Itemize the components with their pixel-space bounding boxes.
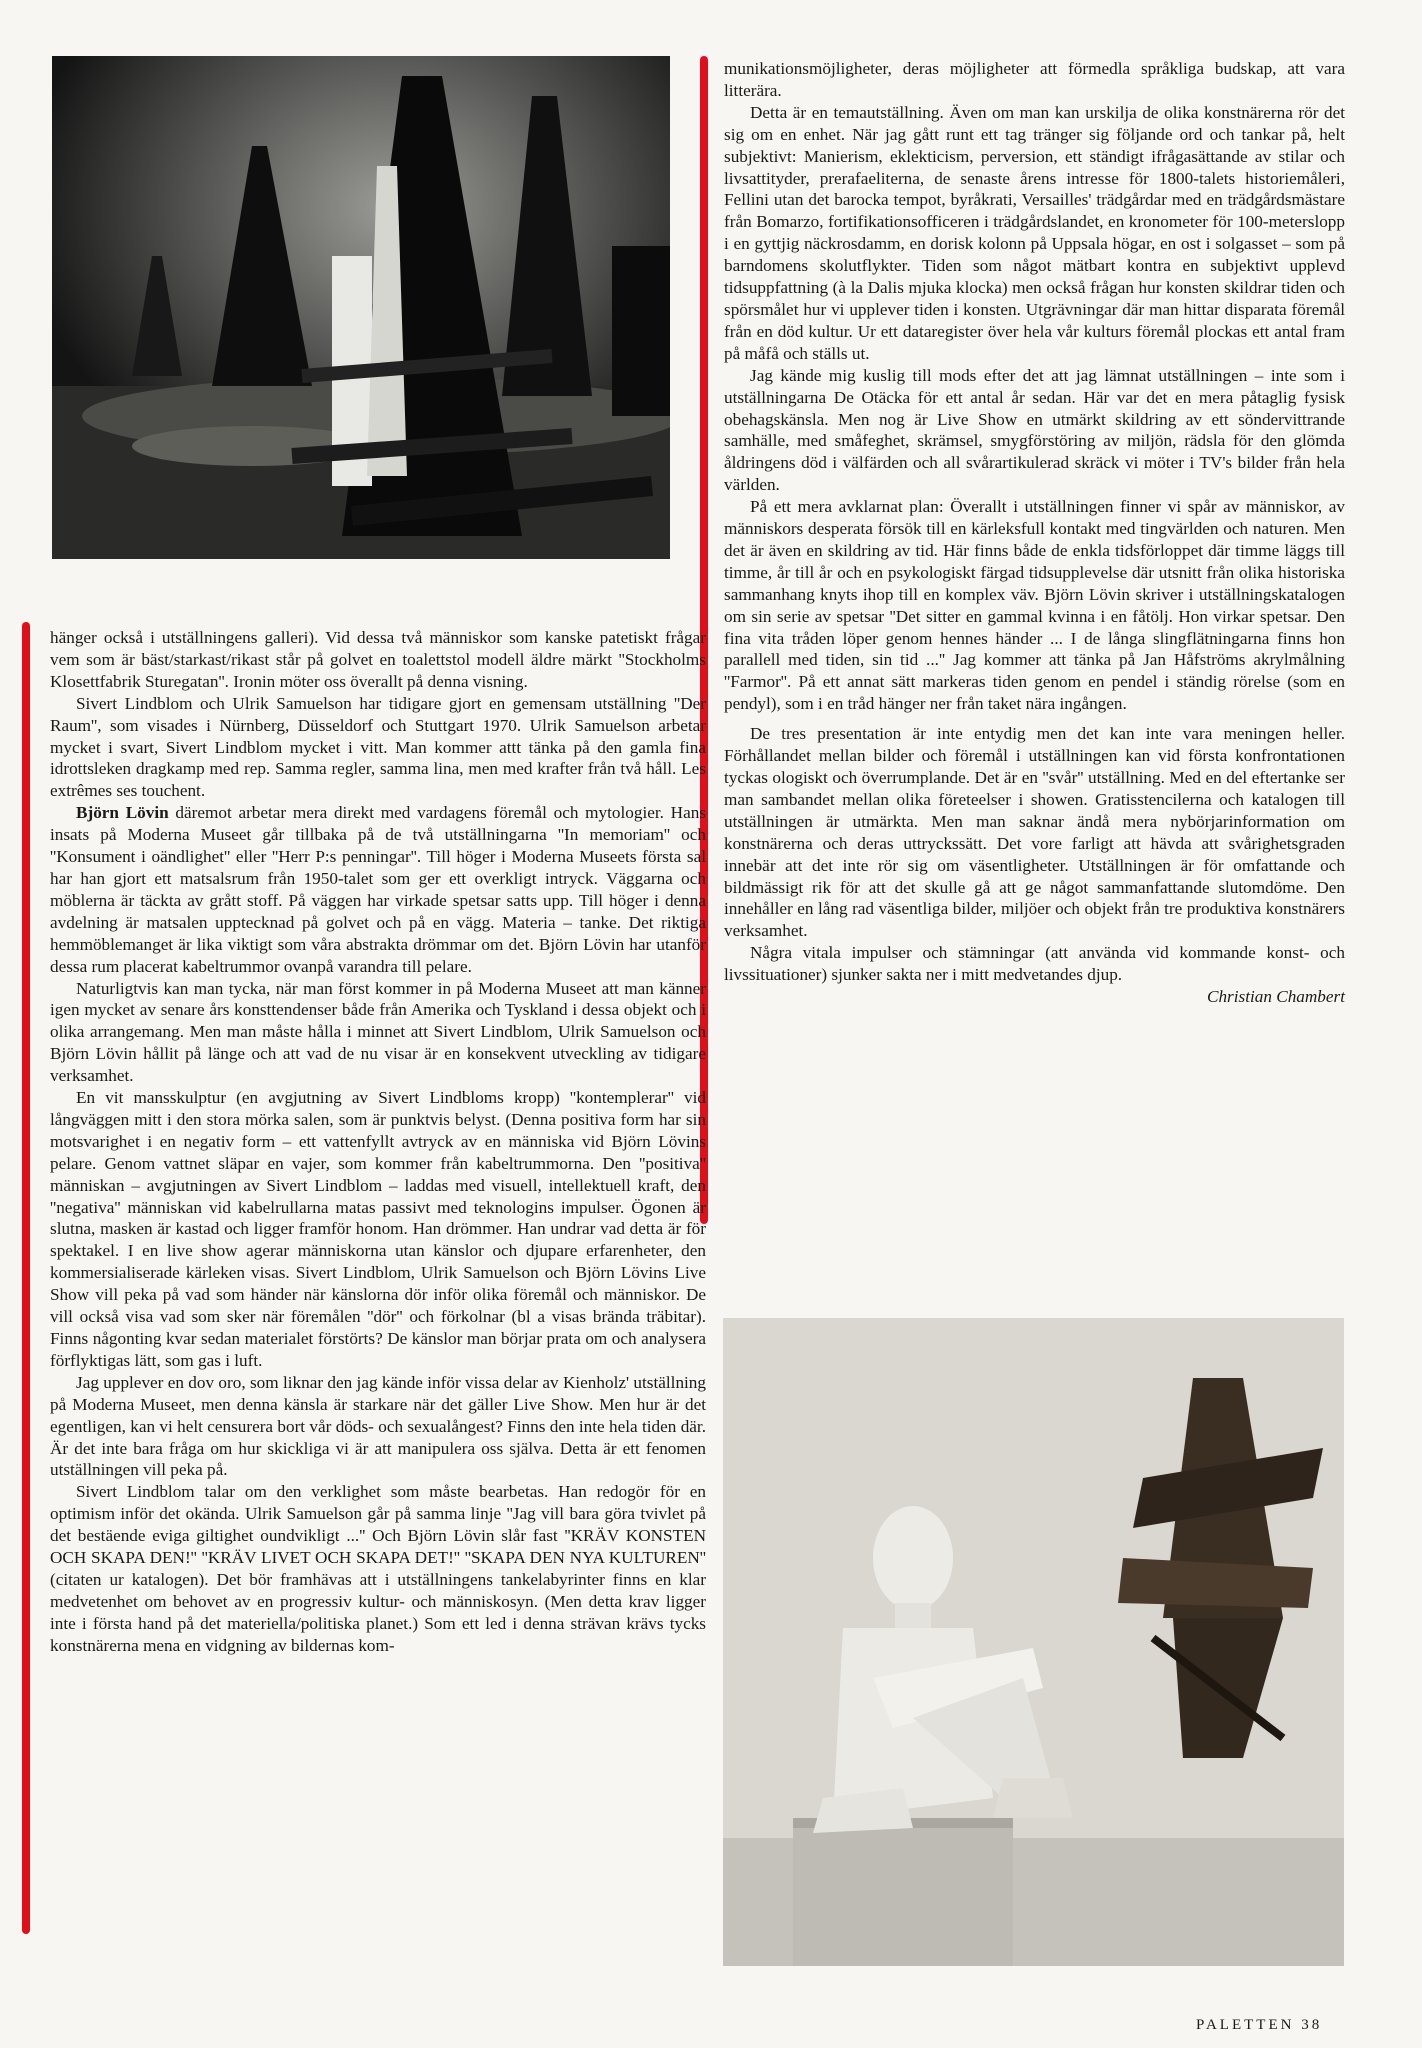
- right-text-column: [724, 58, 1345, 1008]
- paragraph: munikationsmöjligheter, deras möjligheter att förmedla språkliga budskap, att vara litterära.: [724, 59, 1345, 100]
- paragraph: [50, 802, 706, 977]
- author-signature: Christian Chambert: [1207, 987, 1345, 1007]
- paragraph: Detta är en temautställning. Även om man kan urskilja de olika konstnärerna rör det sig om en enhet. När jag gått runt ett tag tränger sig följande ord och tankar på, helt subjektivt: Manierism, eklekticism, perversion, ett ständigt ifrågasättande av stilar och livsattityder, prerafaeliterna, de senaste årens intresse för 1800-talets historiemåleri, Fellini utan det barocka tempot, byråkrati, Versailles' trädgårdar med en trädgårdsmästare från Bomarzo, fortifikationsofficeren i trädgårdslandet, en kronometer för 100-meterslopp i en gyttjig näckrosdamm, en dorisk kolonn på Uppsala högar, en ost i solgasset – som på barndomens skolutflykter. Tiden som något mätbart kontra en subjektivt upplevd tidsuppfattning (à la Dalis mjuka klocka) men också frågan hur konsten skildrar tiden och spörsmålet hur vi upplever tiden i konsten. Utgrävningar där man hittar disparata föremål från en död kultur. Ur ett dataregister över hela vår kulturs föremål plockas ett antal fram på måfå och ställs ut.: [724, 102, 1345, 363]
- left-text-column: [50, 627, 706, 1657]
- paragraph: Jag kände mig kuslig till mods efter det att jag lämnat utställningen – inte som i utställningarna De Otäcka för ett antal år sedan. Här var det en mera påtaglig fysisk obehagskänsla. Men nog är Live Show en utmärkt skildring av ett söndervittrande samhälle, med småfeghet, skrämsel, smygförstöring av miljön, rädsla för den glömda åldringens död i välfärden och all svårartikulerad skräck vi möter i TV's bilder från hela världen.: [724, 365, 1345, 495]
- page-footer: PALETTEN 38: [1196, 2017, 1323, 2033]
- left-accent-bar: [22, 622, 30, 1934]
- paragraph: Jag upplever en dov oro, som liknar den jag kände inför vissa delar av Kienholz' utställning på Moderna Museet, men denna känsla är starkare när det gäller Live Show. Men hur är det egentligen, kan vi helt censurera bort vår döds- och sexualångest? Finns den inte hela tiden där. Är det inte bara fråga om hur skickliga vi är att manipulera oss själva. Detta är ett fenomen utställningen vill peka på.: [50, 1372, 706, 1480]
- paragraph: De tres presentation är inte entydig men det kan inte vara meningen heller. Förhållandet mellan bilder och föremål i utställningen kan vid första konfrontationen tyckas ologiskt och överrumplande. Det är en ''svår'' utställning. Med en del eftertanke ser man sambandet mellan olika företeelser i showen. Gratisstencilerna och katalogen till utställningen är utmärkta. Men man saknar ändå mera nybörjarinformation om konstnärerna och deras uttryckssätt. Det vore farligt att hävda att svårighetsgraden innebär att det inte rör sig om väsentligheter. Utställningen är för omfattande och bildmässigt rik för att det skulle gå att ge något sammanfattande slutomdöme. Den innehåller en lång rad väsentliga bilder, miljöer och objekt från tre produktiva konstnärers verksamhet.: [724, 724, 1345, 941]
- paragraph: En vit mansskulptur (en avgjutning av Sivert Lindbloms kropp) ''kontemplerar'' vid långväggen mitt i den stora mörka salen, som är punktvis belyst. (Denna positiva form har sin motsvarighet i en negativ form – ett vattenfyllt avtryck av en människa vid Björn Lövins pelare. Genom vattnet släpar en vajer, som kommer från kabeltrummorna. Den ''positiva'' människan – avgjutningen av Sivert Lindblom – laddas med visuell, intellektuell kraft, den ''negativa'' människan vid kabelrullarna matas passivt med teknologins impulser. Ögonen är slutna, masken är kastad och ligger framför honom. Han drömmer. Han undrar vad detta är för spektakel. I en live show agerar människorna utan känslor och djupare erfarenheter, den kommersialiserade kärleken visas. Sivert Lindblom, Ulrik Samuelson och Björn Lövins Live Show vill peka på vad som händer när känslorna dör inför olika föremål och människor. De vill också visa vad som sker när föremålen ''dör'' och förkolnar (bl a visas brända träbitar). Finns någonting kvar sedan materialet förstörts? De känslor man börjar prata om och analysera förflyktigas lätt, som gas i luft.: [50, 1088, 706, 1370]
- artist-name: Björn Lövin: [76, 803, 169, 823]
- paragraph: Sivert Lindblom och Ulrik Samuelson har tidigare gjort en gemensam utställning ''Der Raum'', som visades i Nürnberg, Düsseldorf och Stuttgart 1970. Ulrik Samuelson arbetar mycket i svart, Sivert Lindblom mycket i vitt. Man kommer attt tänka på den gamla fina idrottsleken dragkamp med rep. Samma regler, samma lina, men med krafter från två håll. Les extrêmes ses touchent.: [50, 693, 706, 801]
- sculpture-photo: [723, 1318, 1344, 1966]
- paragraph: På ett mera avklarnat plan: Överallt i utställningen finner vi spår av människor, av människors desperata försök till en kärleksfull kontakt med tingvärlden och naturen. Men det är även en skildring av tid. Här finns både de enkla tidsförloppet där timme läggs till timme, år till år och en psykologiskt färgad tidsupplevelse där utsnitt från olika historiska sammanhang knyts ihop till en komplex väv. Björn Lövin skriver i utställningskatalogen om sin serie av spetsar ''Det sitter en gammal kvinna i en fåtölj. Hon virkar spetsar. Den fina vita tråden löper genom hennes händer ... I de långa slingflätningarna finns hon parallell med tiden, sin tid ...'' Jag kommer att tänka på Jan Håfströms akrylmålning ''Farmor''. På ett annat sätt markeras tiden genom en pendel i ständig rörelse (som en pendyl), som i en tråd hänger ner från taket nära ingången.: [724, 497, 1345, 714]
- paragraph: Naturligtvis kan man tycka, när man först kommer in på Moderna Museet att man känner igen mycket av senare års konsttendenser både från Amerika och Tyskland i dessa objekt och i olika arrangemang. Men man måste hålla i minnet att Sivert Lindblom, Ulrik Samuelson och Björn Lövin hållit på länge och att vad de nu visar är en konsekvent utveckling av tidigare verksamhet.: [50, 978, 706, 1086]
- paragraph: hänger också i utställningens galleri). Vid dessa två människor som kanske patetiskt frågar vem som är bäst/starkast/rikast står på golvet en toalettstol modell äldre märkt ''Stockholms Klosettfabrik Sturegatan''. Ironin möter oss överallt på denna visning.: [50, 628, 706, 691]
- exhibition-hall-photo: [52, 56, 670, 559]
- paragraph-text: däremot arbetar mera direkt med vardagens föremål och mytologier. Hans insats på Moderna Museet går tillbaka på de två utställningarna ''In memoriam'' och ''Konsument i oändlighet'' eller ''Herr P:s penningar''. Till höger i Moderna Museets första sal har han gjort ett matsalsrum från 1950-talet som ger ett overkligt intryck. Väggarna och möblerna är täckta av grått stoff. På väggen har virkade spetsar satts upp. Till höger i denna avdelning är matsalen upptecknad på golvet och på en vägg. Materia – tanke. Det riktiga hemmöblemanget är lika viktigt som våra abstrakta drömmar om det. Björn Lövin har utanför dessa rum placerat kabeltrummor ovanpå varandra till pelare.: [50, 803, 706, 976]
- paragraph: Några vitala impulser och stämningar (att använda vid kommande konst- och livssituationer) sjunker sakta ner i mitt medvetandes djup.: [724, 943, 1345, 985]
- paragraph: Sivert Lindblom talar om den verklighet som måste bearbetas. Han redogör för en optimism inför det okända. Ulrik Samuelson går på samma linje ''Jag vill bara göra tvivlet på det bestäende eviga giltighet oundvikligt ...'' Och Björn Lövin slår fast ''KRÄV KONSTEN OCH SKAPA DEN!'' ''KRÄV LIVET OCH SKAPA DET!'' ''SKAPA DEN NYA KULTUREN'' (citaten ur katalogen). Det bör framhävas att i utställningens tankelabyrinter finns en klar medvetenhet om behovet av en progressiv kultur- och människosyn. (Men detta krav ligger inte i första hand på det materiella/politiska planet.) Som ett led i denna strävan krävs tycks konstnärerna mena en vidgning av bildernas kom-: [50, 1482, 706, 1655]
- seated-figure-illustration: [723, 1318, 1344, 1966]
- exhibition-hall-illustration: [52, 56, 670, 559]
